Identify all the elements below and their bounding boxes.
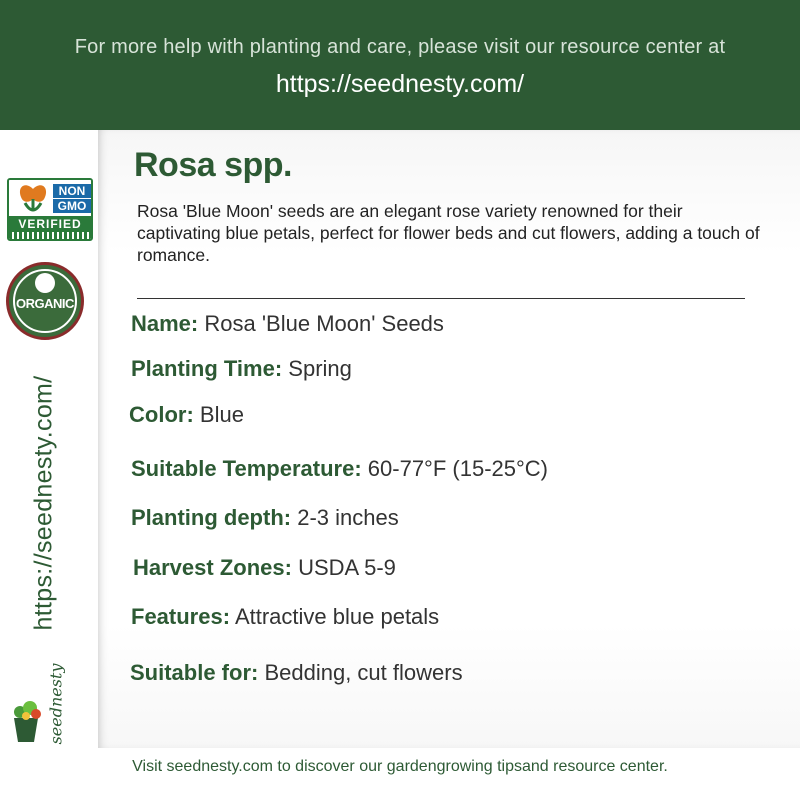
spec-value: USDA 5-9 <box>298 555 396 580</box>
spec-value: Attractive blue petals <box>234 604 440 629</box>
seed-basket-icon <box>6 684 46 744</box>
spec-label: Harvest Zones: <box>133 555 292 580</box>
spec-value: Rosa 'Blue Moon' Seeds <box>204 311 444 336</box>
organic-badge <box>6 262 84 340</box>
spec-label: Suitable for: <box>130 660 259 685</box>
spec-suitable-temperature <box>131 456 548 482</box>
non-label: NON <box>53 184 91 198</box>
spec-label: Color: <box>129 402 194 427</box>
spec-color <box>129 402 244 428</box>
spec-value: Spring <box>288 356 352 381</box>
spec-value: 2-3 inches <box>297 505 399 530</box>
spec-features <box>131 604 439 630</box>
verified-label: VERIFIED <box>9 216 91 232</box>
footer-note: Visit seednesty.com to discover our gardengrowing tipsand resource center. <box>132 758 668 775</box>
top-banner <box>0 0 800 130</box>
spec-value: Blue <box>199 402 244 427</box>
spec-suitable-for <box>130 660 463 686</box>
divider <box>137 298 745 299</box>
grass-pattern <box>9 232 91 241</box>
spec-label: Planting depth: <box>131 505 292 530</box>
vertical-website-url[interactable]: https://seednesty.com/ <box>29 375 58 631</box>
spec-label: Suitable Temperature: <box>131 456 362 481</box>
spec-harvest-zones <box>133 555 396 581</box>
product-description: Rosa 'Blue Moon' seeds are an elegant rose variety renowned for their captivating blue petals, perfect for flower beds and cut flowers, adding a touch of romance. <box>137 201 760 265</box>
spec-value: 60-77°F (15-25°C) <box>367 456 549 481</box>
product-title: Rosa spp. <box>134 146 292 184</box>
spec-planting-depth <box>131 505 399 531</box>
logo-wordmark: seednesty <box>46 663 66 745</box>
spec-planting-time <box>131 356 352 382</box>
non-gmo-verified-badge <box>7 178 93 241</box>
leaf-icon <box>35 273 55 293</box>
spec-label: Name: <box>131 311 199 336</box>
organic-label: ORGANIC <box>16 296 74 311</box>
banner-help-text: For more help with planting and care, please visit our resource center at <box>74 36 726 58</box>
seednesty-logo <box>4 662 74 747</box>
spec-value: Bedding, cut flowers <box>264 660 463 685</box>
spec-label: Features: <box>131 604 231 629</box>
banner-url[interactable]: https://seednesty.com/ <box>275 70 525 98</box>
butterfly-icon <box>15 183 51 215</box>
gmo-label: GMO <box>53 199 91 213</box>
spec-name <box>131 311 444 337</box>
spec-label: Planting Time: <box>131 356 283 381</box>
